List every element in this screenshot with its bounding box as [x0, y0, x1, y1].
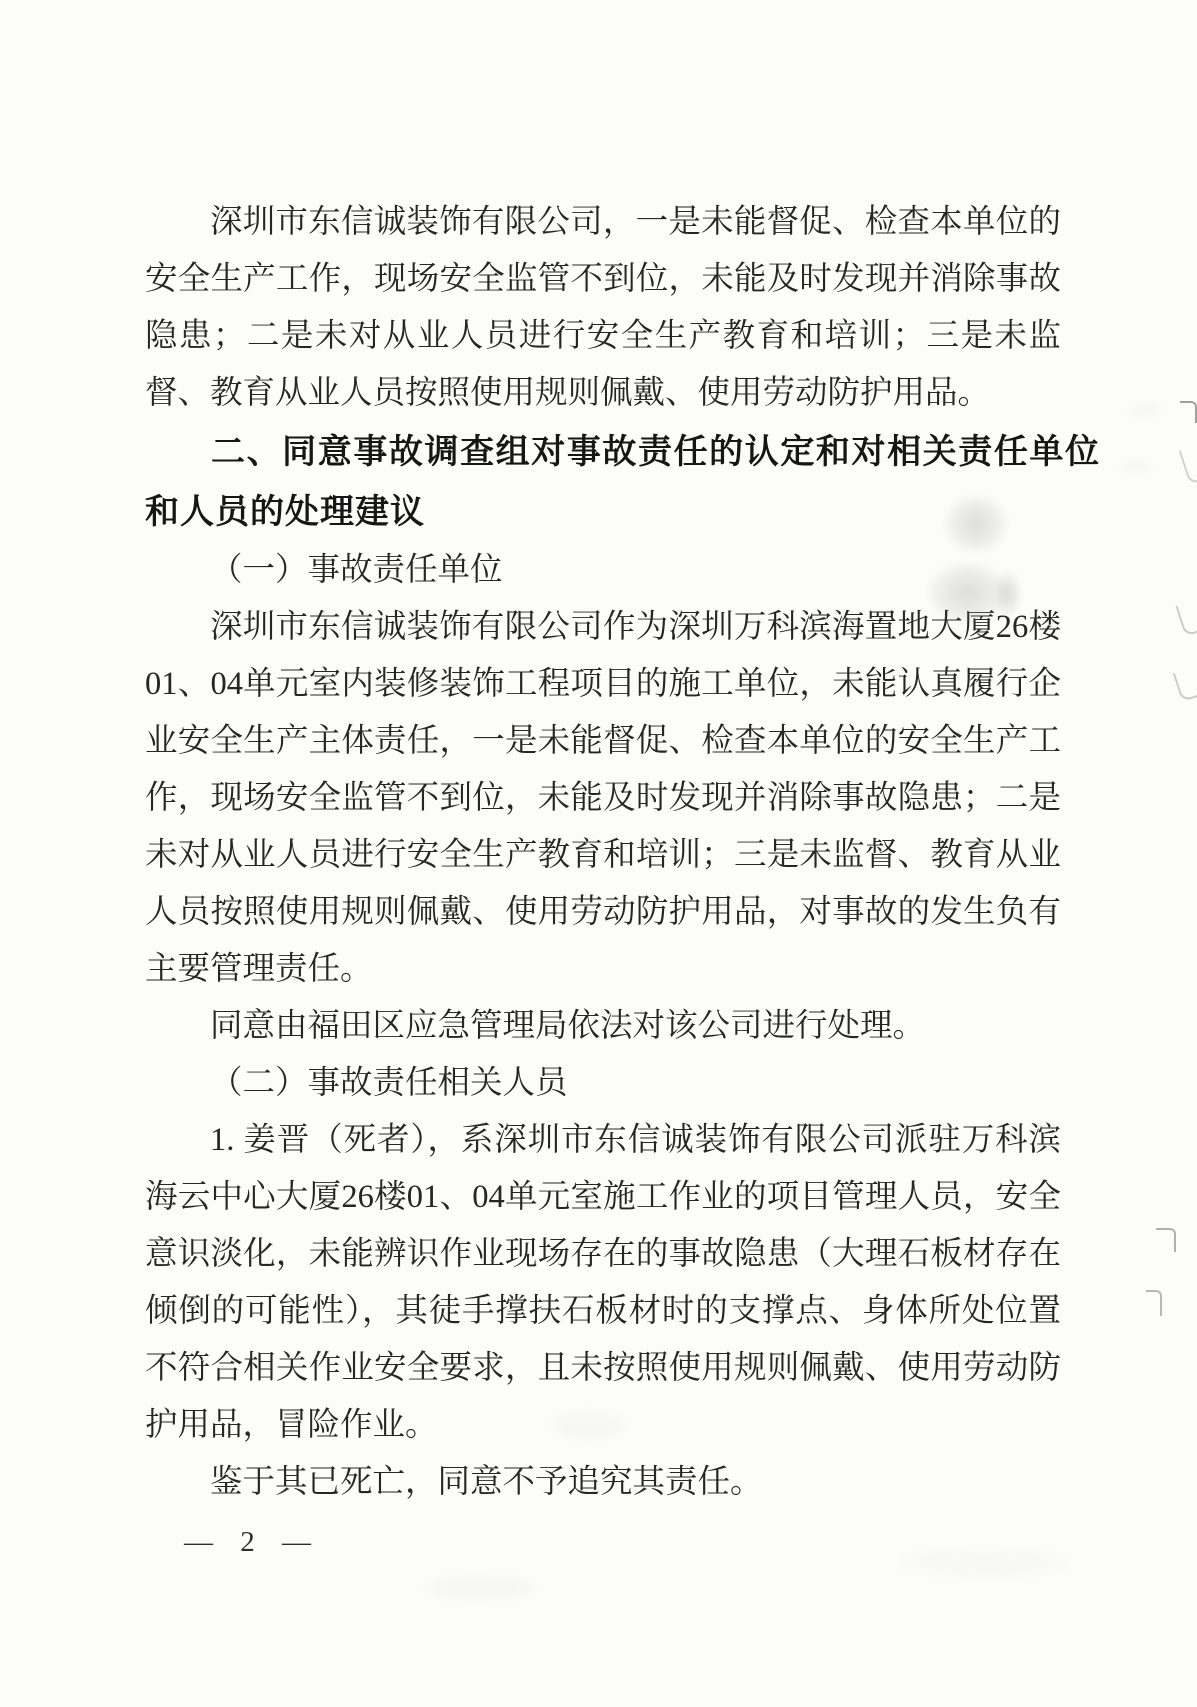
page-number: — 2 — [184, 1526, 321, 1558]
scan-edge-mark [1146, 1290, 1162, 1316]
paragraph-person-jiangjin: 1. 姜晋（死者），系深圳市东信诚装饰有限公司派驻万科滨海云中心大厦26楼01、04单元室施工作业的项目管理人员，安全意识淡化，未能辨识作业现场存在的事故隐患（大理石板材存在倾倒的可能性），其徒手撑扶石板材时的支撑点、身体所处位置不符合相关作业安全要求，且未按照使用规则佩戴、使用劳动防护用品，冒险作业。 [145, 1122, 1061, 1443]
subheading-responsible-persons: （二）事故责任相关人员 [210, 1065, 568, 1101]
paragraph-handling-by-bureau: 同意由福田区应急管理局依法对该公司进行处理。 [210, 1008, 926, 1044]
scan-edge-mark [1175, 601, 1197, 636]
paragraph-unit-responsibility: 深圳市东信诚装饰有限公司作为深圳万科滨海置地大厦26楼01、04单元室内装修装饰工程项目的施工单位，未能认真履行企业安全生产主体责任，一是未能督促、检查本单位的安全生产工作，现场安全监管不到位，未能及时发现并消除事故隐患；二是未对从业人员进行安全生产教育和培训；三是未监督、教育从业人员按照使用规则佩戴、使用劳动防护用品，对事故的发生负有主要管理责任。 [145, 609, 1061, 987]
scan-smudge [900, 1550, 1070, 1576]
section-heading-responsibility: 二、同意事故调查组对事故责任的认定和对相关责任单位和人员的处理建议 [145, 433, 1100, 531]
scan-smudge [1130, 407, 1160, 413]
scan-edge-mark [1156, 1228, 1176, 1252]
scan-edge-mark [1179, 447, 1197, 485]
paragraph-no-accountability: 鉴于其已死亡，同意不予追究其责任。 [210, 1464, 763, 1500]
document-body [145, 194, 1100, 1511]
scan-edge-mark [1180, 401, 1197, 423]
paragraph-company-faults: 深圳市东信诚装饰有限公司，一是未能督促、检查本单位的安全生产工作，现场安全监管不到位，未能及时发现并消除事故隐患；二是未对从业人员进行安全生产教育和培训；三是未监督、教育从业人员按照使用规则佩戴、使用劳动防护用品。 [145, 204, 1061, 411]
scan-smudge [425, 1578, 537, 1598]
scan-smudge [1120, 463, 1152, 469]
scan-edge-mark [1173, 668, 1197, 702]
subheading-responsible-unit: （一）事故责任单位 [210, 552, 503, 588]
